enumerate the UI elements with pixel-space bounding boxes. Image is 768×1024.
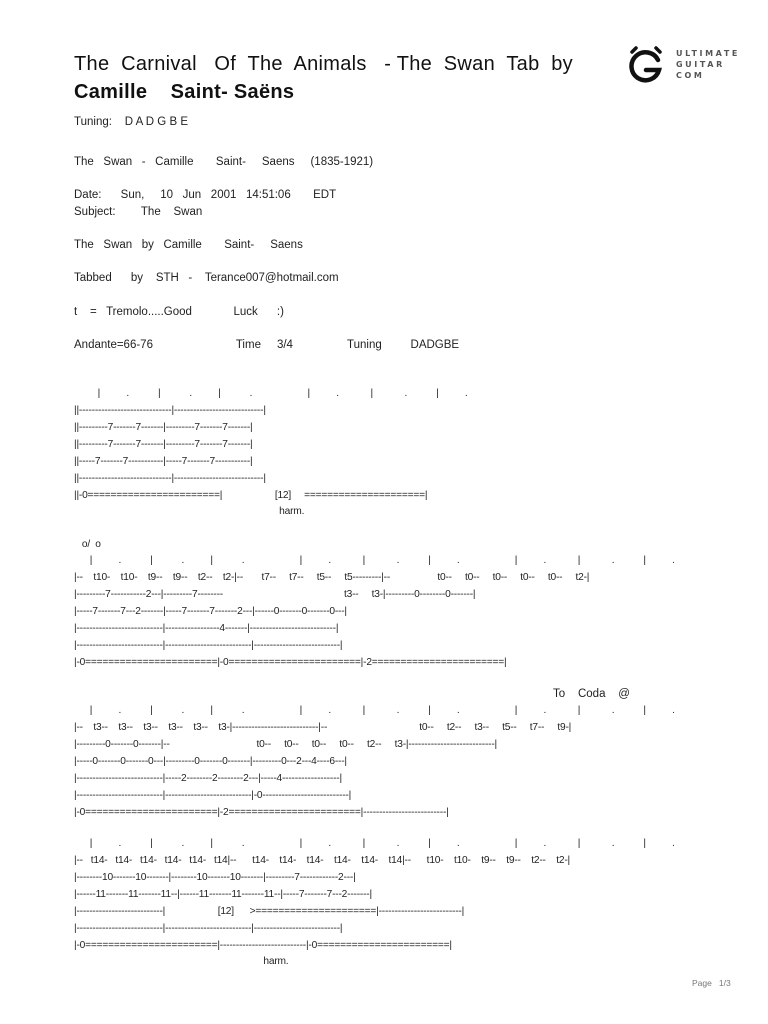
tab-line: ||-0=======================| [12] =====================|: [74, 490, 428, 501]
text-line: The Swan - Camille Saint- Saens (1835-1921): [74, 156, 374, 168]
tab-line: |-0=======================|---------------------------|-0=======================|: [74, 940, 452, 951]
logo-word: GUITAR: [676, 60, 725, 69]
tab-line: |---------------------------|---------------------------|-0---------------------------|: [74, 790, 352, 801]
text-line: To Coda @: [74, 688, 630, 700]
tab-line: |-- t3-- t3-- t3-- t3-- t3-- t3-|---------------------------|-- t0-- t2-- t3-- t5-- t7-- t9-|: [74, 722, 572, 733]
logo-word: COM: [676, 71, 705, 80]
text-line: Tabbed by STH - Terance007@hotmail.com: [74, 272, 339, 284]
logo-wordmark: [676, 48, 740, 81]
song-title: [74, 50, 614, 106]
ultimate-guitar-logo[interactable]: [626, 44, 746, 86]
tab-line: |--------10-------10-------|--------10-------10-------|---------7------------2---|: [74, 872, 356, 883]
tab-line: |-- t14- t14- t14- t14- t14- t14|-- t14- t14- t14- t14- t14- t14|-- t10- t10- t9-- t9-- t2-- t2-|: [74, 855, 570, 866]
tab-line: |---------------------------|-----2--------2--------2---|-----4------------------|: [74, 773, 342, 784]
tab-line: |---------------------------|---------------------------|---------------------------|: [74, 923, 343, 934]
tab-line: |-0=======================|-2=======================|--------------------------|: [74, 807, 449, 818]
tab-line: |-----7-------7---2-------|-----7-------7-------2---|------0-------0-------0---|: [74, 606, 347, 617]
tab-line: |---------------------------|-----------------4-------|---------------------------|: [74, 623, 339, 634]
tab-line: o/ o: [74, 539, 101, 550]
text-line: t = Tremolo.....Good Luck :): [74, 306, 284, 318]
tab-line: |-0=======================|-0=======================|-2=======================|: [74, 657, 507, 668]
tab-line: ||---------7-------7-------|---------7-------7-------|: [74, 439, 253, 450]
tab-line: | . | . | . | . | . | .: [74, 388, 468, 399]
tab-line: ||-----------------------------|----------------------------|: [74, 473, 266, 484]
logo-word: ULTIMATE: [676, 49, 740, 58]
text-line: Andante=66-76 Time 3/4 Tuning DADGBE: [74, 339, 460, 351]
text-line: The Swan by Camille Saint- Saens: [74, 239, 303, 251]
text-line: Tuning: D A D G B E: [74, 116, 188, 128]
tab-line: |---------------------------| [12] >=====================|--------------------------|: [74, 906, 465, 917]
text-line: Subject: The Swan: [74, 206, 203, 218]
tab-line: | . | . | . | . | . | . | . | . | .: [74, 705, 675, 716]
tab-line: |-----0-------0-------0---|---------0-------0-------|---------0---2---4----6---|: [74, 756, 347, 767]
tab-line: ||-----------------------------|----------------------------|: [74, 405, 266, 416]
page-number: Page 1/3: [692, 978, 731, 988]
title-line-1: The Carnival Of The Animals - The Swan Tab by: [74, 53, 573, 75]
artist-name: Camille Saint- Saëns: [74, 81, 295, 103]
tab-line: ||---------7-------7-------|---------7-------7-------|: [74, 422, 253, 433]
tab-line: |---------0-------0-------|-- t0-- t0-- t0-- t0-- t2-- t3-|---------------------------|: [74, 739, 497, 750]
tab-line: ||-----7-------7-----------|-----7-------7-----------|: [74, 456, 253, 467]
tab-line: |-- t10- t10- t9-- t9-- t2-- t2-|-- t7-- t7-- t5-- t5---------|-- t0-- t0-- t0-- t0-- t0-- t2-|: [74, 572, 590, 583]
tab-line: harm.: [74, 506, 305, 517]
tab-line: |---------------------------|---------------------------|---------------------------|: [74, 640, 343, 651]
tab-line: |------11-------11-------11--|------11-------11-------11--|-----7-------7---2-------|: [74, 889, 372, 900]
tab-line: | . | . | . | . | . | . | . | . | .: [74, 555, 675, 566]
tab-line: |---------7-----------2---|---------7-------- t3-- t3-|---------0--------0-------|: [74, 589, 476, 600]
tab-line: harm.: [74, 956, 289, 967]
text-line: Date: Sun, 10 Jun 2001 14:51:06 EDT: [74, 189, 337, 201]
tab-line: | . | . | . | . | . | . | . | . | .: [74, 838, 675, 849]
ultimate-guitar-logo-icon: [626, 44, 666, 84]
